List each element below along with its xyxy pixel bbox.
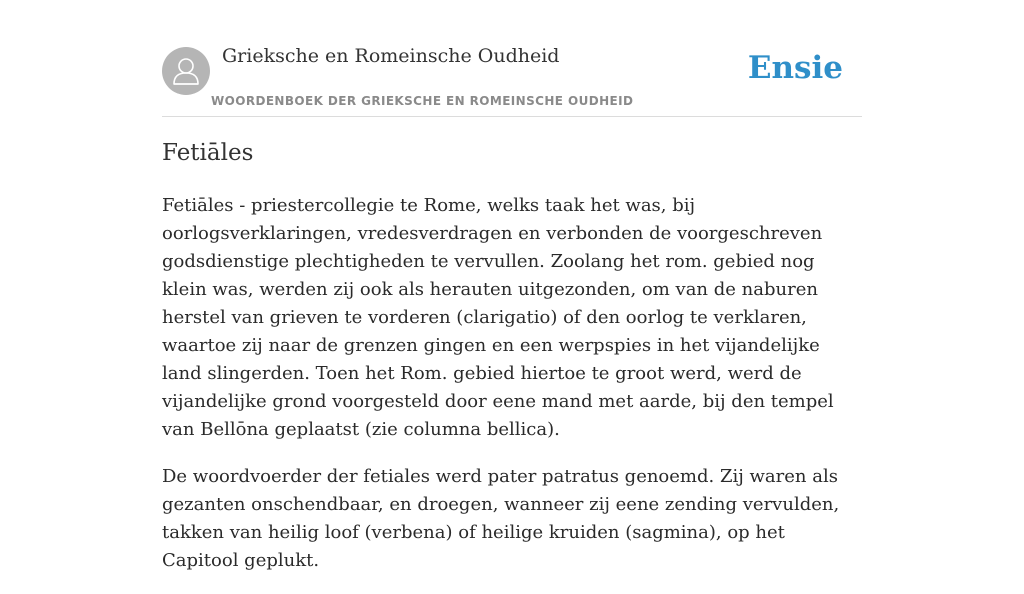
user-icon [162,47,210,95]
book-title[interactable]: Grieksche en Romeinsche Oudheid [222,45,560,67]
brand-logo[interactable]: Ensie [747,50,843,86]
entry-paragraph: Fetiāles - priestercollegie te Rome, welks taak het was, bij oorlogsverklaringen, vredesverdragen en verbonden de voorgeschreven godsdienstige plechtigheden te vervullen. Zoolang het rom. gebied nog klein was, werden zij ook als herauten uitgezonden, om van de naburen herstel van grieven te vorderen (clarigatio) of den oorlog te verklaren, waartoe zij naar de grenzen gingen en een werpspies in het vijandelijke land slingerden. Toen het Rom. gebied hiertoe te groot werd, werd de vijandelijke grond voorgesteld door eene mand met aarde, bij den tempel van Bellōna geplaatst (zie columna bellica). [162,195,834,440]
site-header [162,0,862,117]
entry-title: Fetiāles [162,140,254,166]
page-container [162,0,862,571]
entry-content [162,192,862,594]
avatar[interactable] [162,47,210,95]
book-subtitle: WOORDENBOEK DER GRIEKSCHE EN ROMEINSCHE OUDHEID [211,94,634,108]
entry-paragraph: De woordvoerder der fetiales werd pater patratus genoemd. Zij waren als gezanten onschendbaar, en droegen, wanneer zij eene zending vervulden, takken van heilig loof (verbena) of heilige kruiden (sagmina), op het Capitool geplukt. [162,466,840,571]
